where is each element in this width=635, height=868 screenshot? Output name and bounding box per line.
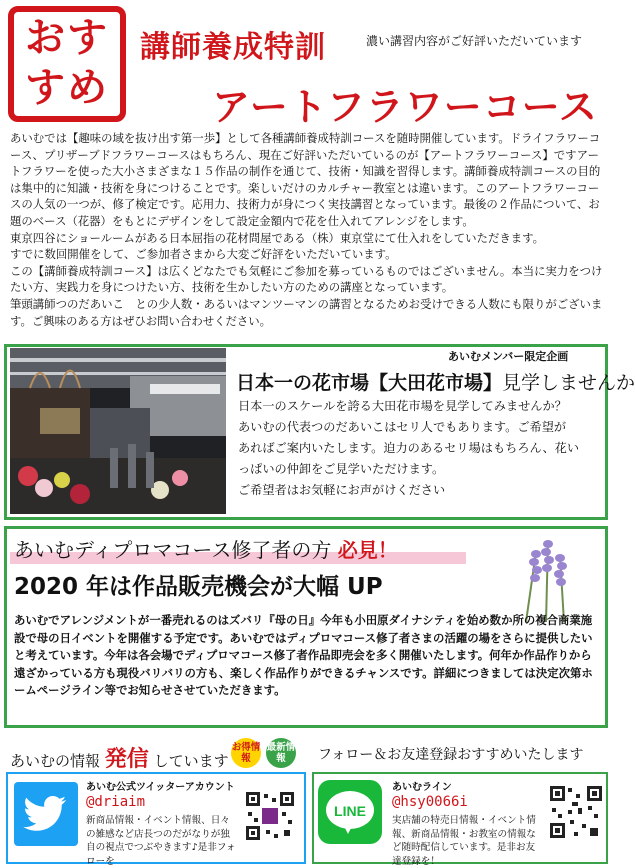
osusume-stamp xyxy=(8,6,126,122)
diploma-title-text: あいむディプロマコース修了者の方 xyxy=(14,538,332,562)
info-pre: あいむの情報 xyxy=(10,752,101,770)
diploma-title xyxy=(14,534,398,563)
intro-paragraph: 筆頭講師つのだあいこ との少人数・あるいはマンツーマンの講習となるためお受けできる人数にも限りがございます。ご興味のある方はぜひお問い合わせください。 xyxy=(10,296,603,328)
line-icon-text: LINE xyxy=(334,803,366,819)
market-title-tail: 見学しませんか xyxy=(502,372,635,394)
line-handle[interactable]: @hsy0066i xyxy=(392,794,468,810)
follow-recommendation: フォロー＆お友達登録おすすめいたします xyxy=(318,747,584,763)
page-title: 講師養成特訓 xyxy=(140,30,326,65)
course-title: アートフラワーコース xyxy=(212,85,598,129)
info-big: 発信 xyxy=(104,747,149,772)
member-only-note: あいむメンバー限定企画 xyxy=(448,350,569,363)
twitter-qr-code[interactable] xyxy=(244,790,296,842)
market-body xyxy=(238,396,602,501)
deal-info-badge: お得情報 xyxy=(231,738,261,768)
market-line: ご希望者はお気軽にお声がけください xyxy=(238,483,446,497)
market-title-main: 日本一の花市場【大田花市場】 xyxy=(236,372,503,394)
market-title xyxy=(236,368,635,395)
flower-market-photo xyxy=(10,348,226,514)
info-heading xyxy=(10,742,229,773)
intro-paragraph: 東京四谷にショールームがある日本屈指の花材問屋である（株）東京堂にて仕入れをしていただきます。 xyxy=(10,230,544,245)
tagline: 濃い講習内容がご好評いただいています xyxy=(366,34,583,48)
line-account-name: あいむライン xyxy=(392,782,452,793)
line-app-icon[interactable] xyxy=(318,780,382,844)
twitter-bird-icon[interactable] xyxy=(14,782,78,846)
diploma-body: あいむでアレンジメントが一番売れるのはズバリ『母の日』今年も小田原ダイナシティを始め数か所の複合商業施設で母の日イベントを開催する予定です。あいむではディプロマコース修了者さまの活躍の場をさらに提供したいと考えています。今年は各会場でディプロマコース修了者作品即売会を多く開催いたします。何年か作品作りから遠ざかっている方も現役バリバリの方も、楽しく作品作りができるチャンスです。詳細につきましては決定次第ホームページライン等でお知らせさせていただきます。 xyxy=(14,613,593,698)
market-line: あいむの代表つのだあいこはセリ人でもあります。ご希望が xyxy=(238,420,567,434)
market-line: っぱいの仲卸をご見学いただけます。 xyxy=(238,462,445,476)
twitter-account-name: あいむ公式ツイッターアカウント xyxy=(86,782,235,793)
intro-paragraph: この【講師養成特訓コース】は広くどなたでも気軽にご参加を募っているものではございません。本当に実力をつけたい方、実践力を身につけたい方、技術を生かしたい方のための講座となっています。 xyxy=(10,263,603,295)
info-post: しています xyxy=(153,752,229,770)
intro-paragraph: すでに数回開催をして、ご参加者さまから大変ご好評をいただいています。 xyxy=(10,247,397,262)
stamp-line-2: すめ xyxy=(25,65,109,111)
market-line: 日本一のスケールを誇る大田花市場を見学してみませんか？ xyxy=(238,399,567,413)
market-line: あればご案内いたします。迫力のあるセリ場はもちろん、花い xyxy=(238,441,580,455)
lavender-illustration xyxy=(496,532,596,622)
latest-info-badge: 最新情報 xyxy=(266,738,296,768)
stamp-line-1: おす xyxy=(25,15,109,61)
intro-paragraph: あいむでは【趣味の域を抜け出す第一歩】として各種講師養成特訓コースを随時開催しています。ドライフラワーコース、プリザーブドフラワーコースはもちろん、現在ご好評いただいているのが【アートフラワーコース】ですアートフラワーを使った大小さまざまな１５作品の制作を通じて、技術・知識を習得します。講師養成特訓コースの目的は集中的に知識・技術を身につけることです。楽しいだけのカルチャー教室とは違います。このアートフラワーコースの人気の一つが、修了検定です。応用力、技術力が身につく実技講習となっています。最後の２作品について、お題のベース（花器）をもとにデザインをして設定金額内で花を仕入れてアレンジをします。 xyxy=(10,131,601,228)
diploma-title-highlight: 必見！ xyxy=(337,538,398,562)
twitter-handle[interactable]: @driaim xyxy=(86,794,146,810)
intro-text xyxy=(10,130,606,329)
line-qr-code[interactable] xyxy=(548,784,604,840)
diploma-headline: 2020 年は作品販売機会が大幅 UP xyxy=(14,574,383,600)
twitter-description: 新商品情報・イベント情報、日々の雑感など店長つのだがなりが独自の視点でつぶやきます♪是非フォローを xyxy=(86,815,236,867)
line-description: 実店舗の特売日情報・イベント情報、新商品情報・お教室の情報など随時配信しています。是非お友達登録を！ xyxy=(392,815,536,867)
